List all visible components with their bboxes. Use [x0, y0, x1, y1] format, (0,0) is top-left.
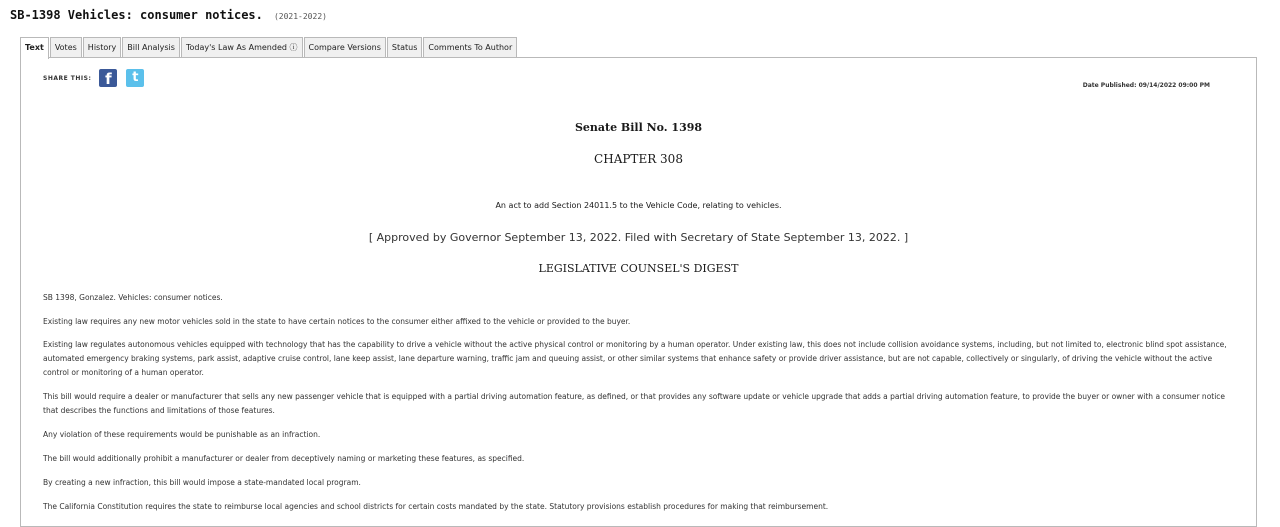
page-title: SB-1398 Vehicles: consumer notices. — [10, 8, 263, 22]
digest-heading: LEGISLATIVE COUNSEL'S DIGEST — [538, 262, 739, 275]
digest-paragraph: Existing law regulates autonomous vehicles equipped with technology that has the capability to drive a vehicle without the active physical control or monitoring by a human operator. Under existing law, this does not include collision avoidance systems, including, but not limited to, electronic blind spot assistance, automated emergency braking systems, park assist, adaptive cruise control, lane keep assist, lane departure warning, traffic jam and queuing assist, or other similar systems that enhance safety or provide driver assistance, but are not capable, collectively or singularly, of driving the vehicle without the active control or monitoring of a human operator. — [43, 340, 1227, 377]
page-header — [10, 4, 327, 23]
tab-text[interactable]: Text — [20, 37, 49, 59]
tab-compare-versions[interactable]: Compare Versions — [304, 37, 386, 57]
digest-paragraph: Existing law requires any new motor vehicles sold in the state to have certain notices to the consumer either affixed to the vehicle or provided to the buyer. — [43, 317, 631, 326]
digest-paragraph: The bill would additionally prohibit a manufacturer or dealer from deceptively naming or marketing these features, as specified. — [43, 454, 525, 463]
tab-history[interactable]: History — [83, 37, 121, 57]
tab-status[interactable]: Status — [387, 37, 423, 57]
session-label: (2021-2022) — [273, 12, 327, 21]
tab-votes[interactable]: Votes — [50, 37, 82, 57]
date-published: Date Published: 09/14/2022 09:00 PM — [1082, 82, 1210, 89]
digest-paragraph: The California Constitution requires the state to reimburse local agencies and school districts for certain costs mandated by the state. Statutory provisions establish procedures for making that reimbursement. — [43, 502, 829, 511]
tab-bar — [20, 37, 518, 58]
facebook-icon[interactable]: f — [99, 69, 117, 87]
tab-todays-law[interactable]: Today's Law As Amended ⓘ — [181, 37, 303, 57]
digest-paragraph: By creating a new infraction, this bill would impose a state-mandated local program. — [43, 478, 361, 487]
digest-paragraph: This bill would require a dealer or manufacturer that sells any new passenger vehicle that is equipped with a partial driving automation feature, as defined, or that provides any software update or vehicle upgrade that adds a partial driving automation feature, to provide the buyer or owner with a consumer notice that describes the functions and limitations of those features. — [43, 392, 1226, 415]
twitter-icon[interactable]: t — [126, 69, 144, 87]
bill-number: Senate Bill No. 1398 — [574, 121, 703, 134]
approval-status: [ Approved by Governor September 13, 2022. Filed with Secretary of State September 13, 2022. ] — [368, 231, 909, 244]
share-label: SHARE THIS: — [43, 74, 92, 82]
digest-paragraph: SB 1398, Gonzalez. Vehicles: consumer notices. — [43, 293, 223, 302]
bill-text-panel — [20, 57, 1257, 527]
chapter-number: CHAPTER 308 — [594, 152, 683, 166]
tab-bill-analysis[interactable]: Bill Analysis — [122, 37, 180, 57]
act-description: An act to add Section 24011.5 to the Vehicle Code, relating to vehicles. — [495, 201, 782, 210]
digest-paragraph: Any violation of these requirements would be punishable as an infraction. — [43, 430, 321, 439]
tab-comments-to-author[interactable]: Comments To Author — [423, 37, 517, 57]
share-row — [43, 69, 144, 87]
